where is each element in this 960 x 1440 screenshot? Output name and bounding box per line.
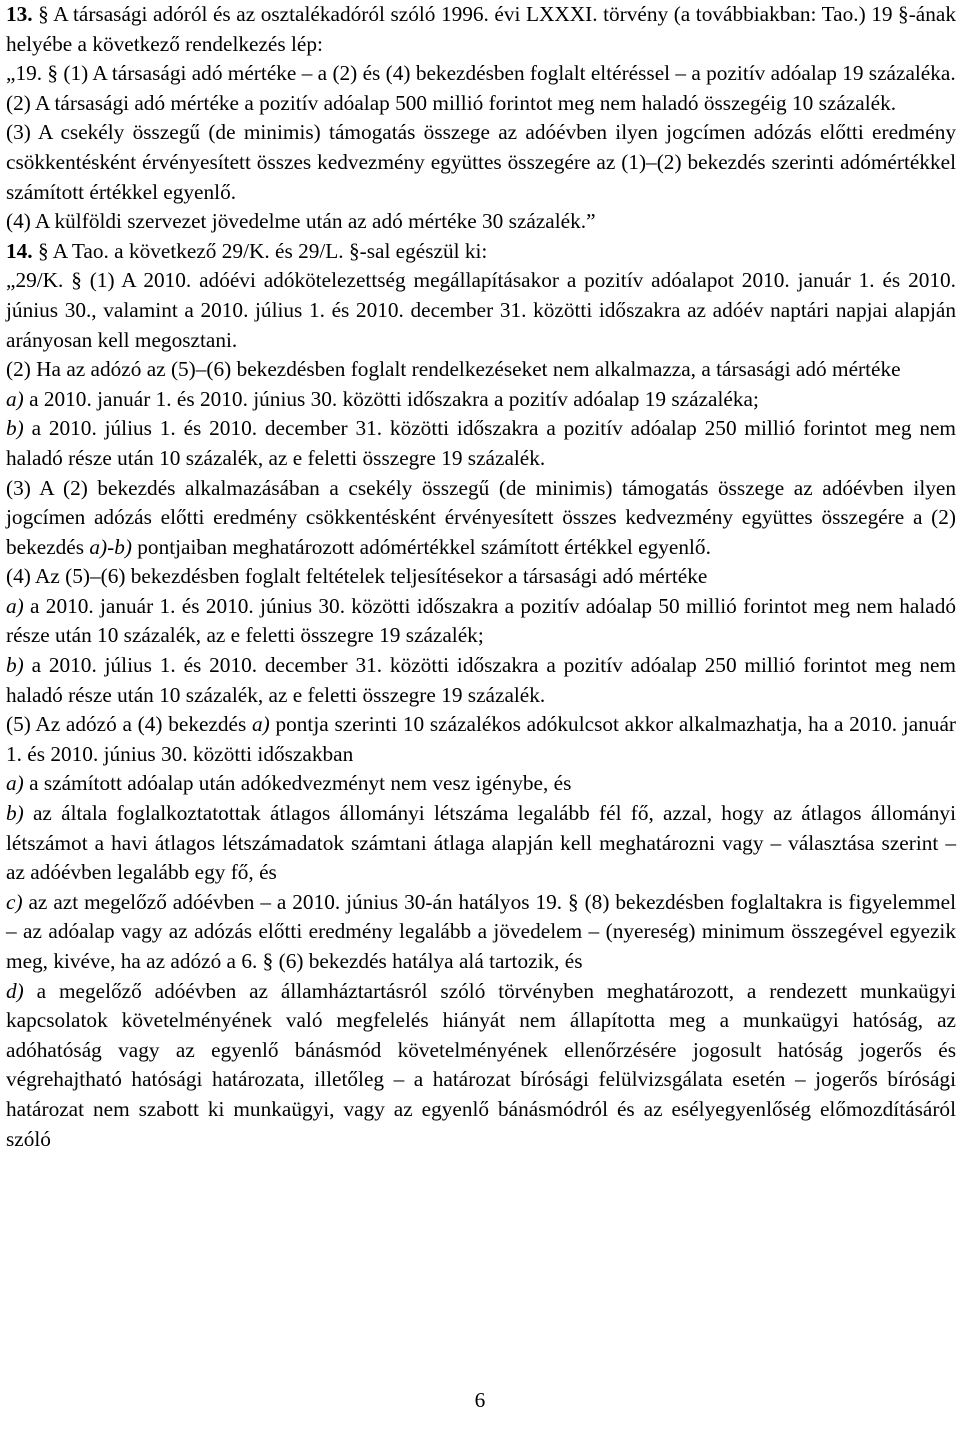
point-label: a) [6, 386, 24, 411]
section-number: 14. [6, 238, 33, 263]
point-label: a) [6, 593, 24, 618]
paragraph-text: az azt megelőző adóévben – a 2010. június 30-án hatályos 19. § (8) bekezdésben foglaltakra is figyelemmel – az adóalap vagy az adózás előtti eredmény legalább a jövedelem – (nyereség) minimum összegével egyezik meg, kivéve, ha az adózó a 6. § (6) bekezdés hatálya alá tartozik, és [6, 889, 956, 973]
point-label: c) [6, 889, 23, 914]
paragraph-text: a 2010. január 1. és 2010. június 30. közötti időszakra a pozitív adóalap 50 millió forintot meg nem haladó része után 10 százalék, az e feletti összegre 19 százalék; [6, 593, 956, 648]
tao-29k-para-5-point-b [6, 799, 956, 888]
section-13-amendment-intro [6, 0, 956, 59]
paragraph-text: a 2010. január 1. és 2010. június 30. közötti időszakra a pozitív adóalap 19 százaléka; [23, 386, 759, 411]
paragraph-text: pontjaiban meghatározott adómértékkel számított értékkel egyenlő. [131, 534, 711, 559]
tao-29k-para-4-point-a [6, 592, 956, 651]
page-number: 6 [474, 1388, 486, 1412]
paragraph-text: az általa foglalkoztatottak átlagos állományi létszáma legalább fél fő, azzal, hogy az átlagos állományi létszámot a havi átlagos létszámadatok számtani átlaga alapján kell meghatározni vagy – választása szerint – az adóévben legalább egy fő, és [6, 801, 956, 885]
paragraph-text: (5) Az adózó a (4) bekezdés [6, 712, 253, 737]
paragraph-text: „29/K. § (1) A 2010. adóévi adókötelezettség megállapításakor a pozitív adóalapot 2010. január 1. és 2010. június 30., valamint a 2010. július 1. és 2010. december 31. közötti időszakra az adóév naptári napjai alapján arányosan kell megosztani. [6, 268, 956, 352]
point-label: a) [252, 712, 270, 737]
paragraph-text: „19. § (1) A társasági adó mértéke – a (2) és (4) bekezdésben foglalt eltéréssel – a pozitív adóalap 19 százaléka. [6, 61, 956, 86]
paragraph-text: (4) A külföldi szervezet jövedelme után az adó mértéke 30 százalék.” [6, 209, 596, 234]
point-label: b) [6, 416, 24, 441]
tao-19-para-2 [6, 89, 956, 119]
paragraph-text: a 2010. július 1. és 2010. december 31. közötti időszakra a pozitív adóalap 250 millió forintot meg nem haladó része után 10 százalék, az e feletti összegre 19 százalék. [6, 416, 956, 470]
point-label: b) [6, 653, 24, 678]
tao-29k-para-2-point-b [6, 414, 956, 473]
tao-29k-para-3 [6, 474, 956, 563]
tao-29k-para-2 [6, 355, 956, 385]
tao-19-para-1 [6, 59, 956, 89]
paragraph-text: (2) Ha az adózó az (5)–(6) bekezdésben foglalt rendelkezéseket nem alkalmazza, a társasági adó mértéke [6, 357, 901, 382]
paragraph-text: (4) Az (5)–(6) bekezdésben foglalt feltételek teljesítésekor a társasági adó mértéke [6, 564, 708, 589]
tao-29k-para-5-point-d [6, 977, 956, 1155]
paragraph-text: a megelőző adóévben az államháztartásról szóló törvényben meghatározott, a rendezett munkaügyi kapcsolatok követelményének való megfelelés hiányát nem állapította meg a munkaügyi hatóság, az adóhatóság vagy az egyenlő bánásmód követelményének ellenőrzésére jogosult hatóság jogerős és végrehajtható hatósági határozata, illetőleg – a határozat bírósági felülvizsgálata esetén – jogerős bírósági határozat nem szabott ki munkaügyi, vagy az egyenlő bánásmódról és az esélyegyenlőség előmozdításáról szóló [6, 978, 956, 1151]
point-label: a) [6, 771, 24, 796]
tao-29k-para-1 [6, 266, 956, 355]
tao-29k-para-4 [6, 562, 956, 592]
paragraph-text: a számított adóalap után adókedvezményt nem vesz igénybe, és [23, 771, 572, 796]
point-label: b) [6, 801, 24, 826]
paragraph-text: (3) A csekély összegű (de minimis) támogatás összege az adóévben ilyen jogcímen adózás előtti eredmény csökkentésként érvényesített összes kedvezmény együttes összegére az (1)–(2) bekezdés szerinti adómértékkel számított értékkel egyenlő. [6, 120, 956, 204]
tao-19-para-3 [6, 118, 956, 207]
paragraph-text: (3) A (2) bekezdés alkalmazásában a csekély összegű (de minimis) támogatás összege az adóévben ilyen jogcímen adózás előtti eredmény csökkentésként érvényesített összes kedvezmény együttes összegére a (2) bekezdés [6, 475, 956, 559]
paragraph-text: § A társasági adóról és az osztalékadóról szóló 1996. évi LXXXI. törvény (a továbbiakban: Tao.) 19 §-ának helyébe a következő rendelkezés lép: [6, 2, 956, 56]
section-number: 13. [6, 2, 33, 26]
tao-29k-para-5-point-c [6, 888, 956, 977]
tao-19-para-4 [6, 207, 956, 237]
tao-29k-para-5 [6, 710, 956, 769]
document-page [6, 0, 956, 1154]
paragraph-text: a 2010. július 1. és 2010. december 31. közötti időszakra a pozitív adóalap 250 millió forintot meg nem haladó része után 10 százalék, az e feletti összegre 19 százalék. [6, 653, 956, 707]
tao-29k-para-5-point-a [6, 769, 956, 799]
tao-29k-para-4-point-b [6, 651, 956, 710]
point-label: a)-b) [89, 534, 132, 559]
tao-29k-para-2-point-a [6, 385, 956, 415]
paragraph-text: pontja szerinti 10 százalékos adókulcsot akkor alkalmazhatja, ha a 2010. január 1. és 2010. június 30. közötti időszakban [6, 712, 956, 766]
paragraph-text: § A Tao. a következő 29/K. és 29/L. §-sal egészül ki: [32, 238, 488, 263]
section-14-amendment-intro [6, 237, 956, 267]
point-label: d) [6, 978, 24, 1003]
paragraph-text: (2) A társasági adó mértéke a pozitív adóalap 500 millió forintot meg nem haladó összegéig 10 százalék. [6, 90, 897, 115]
